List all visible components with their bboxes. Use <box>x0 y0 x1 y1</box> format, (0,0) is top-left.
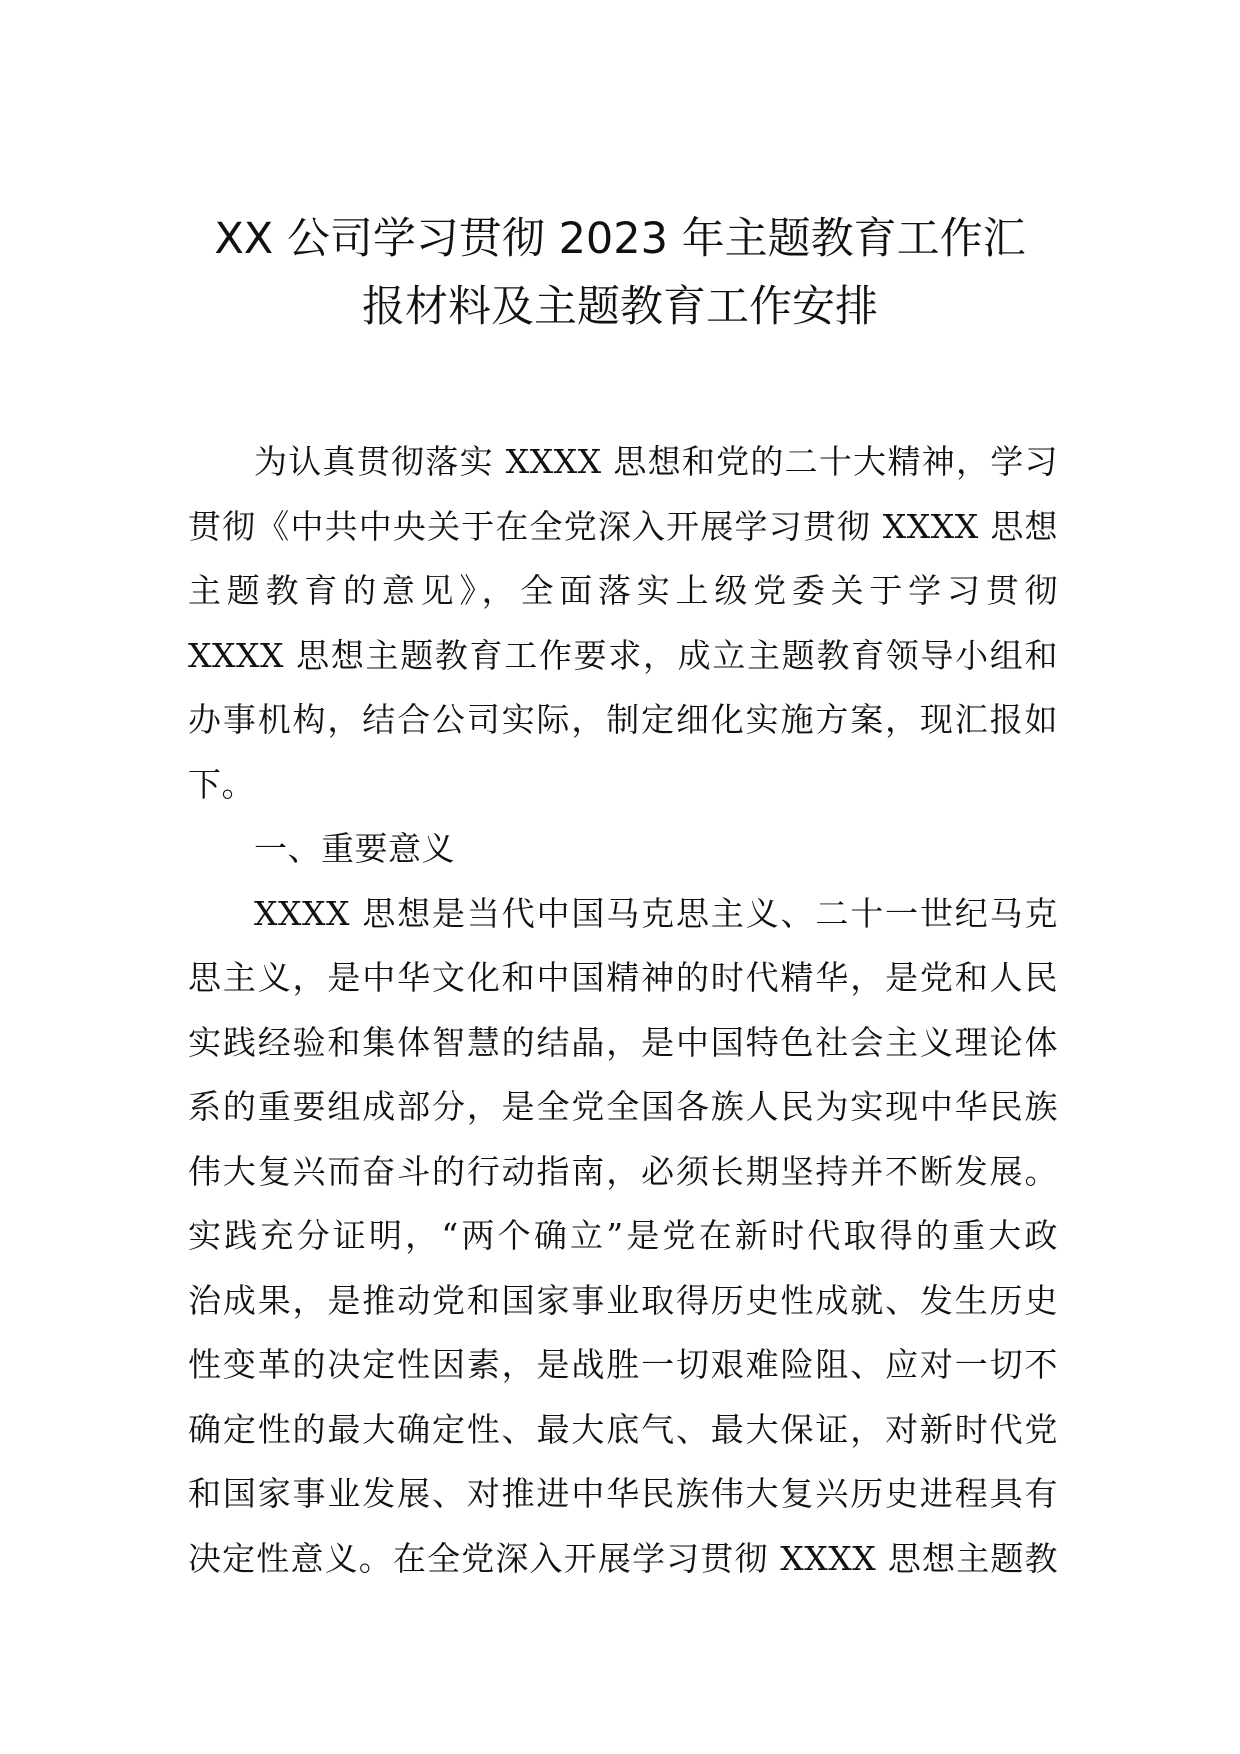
text-line: 性变革的决定性因素，是战胜一切艰难险阻、应对一切不 <box>188 1345 1058 1384</box>
text-line: 实践经验和集体智慧的结晶，是中国特色社会主义理论体 <box>188 1022 1058 1062</box>
title-line-1: XX 公司学习贯彻 2023 年主题教育工作汇 <box>214 214 1026 264</box>
document-title <box>150 205 1090 341</box>
text-line: 主题教育的意见》，全面落实上级党委关于学习贯彻 <box>188 571 1058 610</box>
paragraph-intro <box>188 430 1058 817</box>
text-line: 贯彻《中共中央关于在全党深入开展学习贯彻 XXXX 思想 <box>188 506 1058 546</box>
text-line: 确定性的最大确定性、最大底气、最大保证，对新时代党 <box>188 1409 1058 1449</box>
text-line: 为认真贯彻落实 XXXX 思想和党的二十大精神，学习 <box>254 442 1058 481</box>
text-line: 办事机构，结合公司实际，制定细化实施方案，现汇报如 <box>188 700 1058 739</box>
text-line: XXXX 思想是当代中国马克思主义、二十一世纪马克 <box>254 893 1058 933</box>
text-line: XXXX 思想主题教育工作要求，成立主题教育领导小组和 <box>188 635 1058 675</box>
paragraph-significance <box>188 882 1058 1592</box>
title-line-2: 报材料及主题教育工作安排 <box>362 282 878 332</box>
text-line: 系的重要组成部分，是全党全国各族人民为实现中华民族 <box>188 1087 1058 1126</box>
document-body <box>188 430 1058 1591</box>
text-line: 下。 <box>188 764 255 804</box>
text-line: 治成果，是推动党和国家事业取得历史性成就、发生历史 <box>188 1280 1058 1320</box>
text-line: 和国家事业发展、对推进中华民族伟大复兴历史进程具有 <box>188 1474 1058 1513</box>
text-line: 思主义，是中华文化和中国精神的时代精华，是党和人民 <box>188 958 1058 997</box>
text-line: 实践充分证明，“两个确立”是党在新时代取得的重大政 <box>188 1216 1058 1255</box>
text-line: 决定性意义。在全党深入开展学习贯彻 XXXX 思想主题教 <box>188 1538 1058 1578</box>
section-heading-significance: 一、重要意义 <box>254 829 455 868</box>
text-line: 伟大复兴而奋斗的行动指南，必须长期坚持并不断发展。 <box>188 1151 1058 1191</box>
